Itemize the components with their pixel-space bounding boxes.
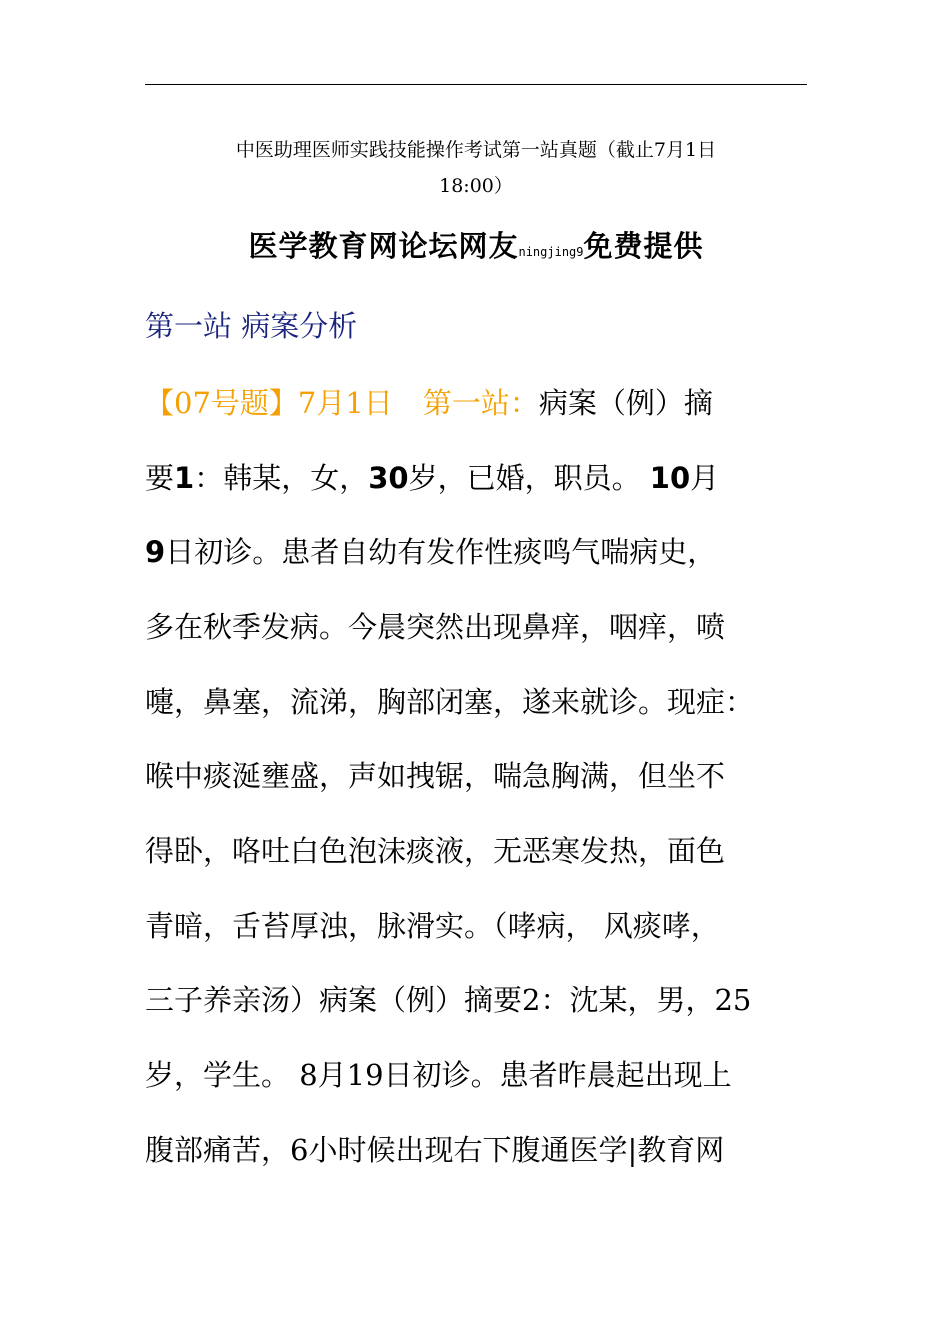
body-line-6: 喉中痰涎壅盛，声如拽锯，喘急胸满，但坐不	[145, 759, 726, 793]
line-1-text: 病案（例）摘	[538, 386, 713, 420]
text-run: 日初诊。患者自幼有发作性痰鸣气喘病史，	[165, 535, 717, 569]
bold-number: 30	[368, 461, 409, 495]
credit-line	[145, 226, 807, 272]
body-line-3	[145, 532, 807, 572]
section-heading: 第一站 病案分析	[145, 309, 358, 343]
question-tag: 【07号题】7月1日	[145, 386, 393, 420]
body-line-2	[145, 458, 807, 498]
doc-title-line-2: 18:00）	[439, 175, 513, 197]
body-line-10: 岁，学生。 8月19日初诊。患者昨晨起出现上	[145, 1058, 732, 1092]
body-line-5: 嚏，鼻塞，流涕，胸部闭塞，遂来就诊。现症：	[145, 685, 755, 719]
body-line-4: 多在秋季发病。今晨突然出现鼻痒，咽痒，喷	[145, 610, 726, 644]
header-rule	[145, 84, 807, 85]
text-run: 岁，已婚，职员。	[408, 461, 650, 495]
bold-number: 10	[649, 461, 691, 495]
text-run: 月	[690, 461, 720, 495]
credit-suffix: 免费提供	[583, 229, 704, 263]
body-line-9: 三子养亲汤）病案（例）摘要2：沈某，男，25	[145, 983, 752, 1017]
text-run: 要	[145, 461, 175, 495]
credit-username: ningjing9	[518, 245, 584, 259]
text-run: ：韩某，女，	[194, 461, 369, 495]
credit-prefix: 医学教育网论坛网友	[248, 229, 519, 263]
bold-number: 1	[174, 461, 195, 495]
body-line-1	[145, 383, 807, 423]
bold-number: 9	[145, 535, 166, 569]
doc-title-line-1: 中医助理医师实践技能操作考试第一站真题（截止7月1日	[235, 139, 717, 161]
body-line-11: 腹部痛苦，6小时候出现右下腹通医学|教育网	[145, 1133, 725, 1167]
body-line-8: 青暗，舌苔厚浊，脉滑实。（哮病， 风痰哮，	[145, 909, 720, 943]
body-line-7: 得卧，咯吐白色泡沫痰液，无恶寒发热，面色	[145, 834, 726, 868]
station-label: 第一站：	[422, 386, 539, 420]
